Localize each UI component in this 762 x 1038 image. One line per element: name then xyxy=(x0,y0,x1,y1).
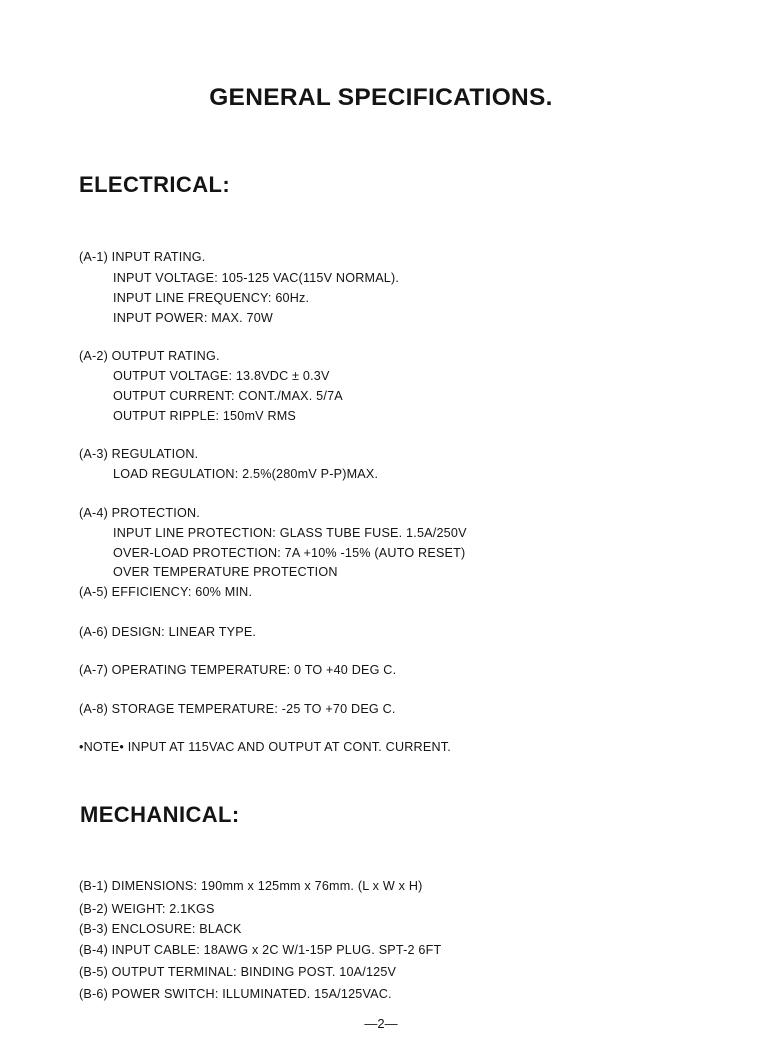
page-number: —2— xyxy=(364,1016,398,1031)
spec-note: •NOTE• INPUT AT 115VAC AND OUTPUT AT CONT. CURRENT. xyxy=(79,740,451,754)
spec-output-voltage: OUTPUT VOLTAGE: 13.8VDC ± 0.3V xyxy=(113,369,330,383)
spec-b5-output-terminal: (B-5) OUTPUT TERMINAL: BINDING POST. 10A/125V xyxy=(79,965,397,979)
spec-load-regulation: LOAD REGULATION: 2.5%(280mV P-P)MAX. xyxy=(113,467,379,481)
spec-b2-weight: (B-2) WEIGHT: 2.1KGS xyxy=(79,902,215,916)
page-title: GENERAL SPECIFICATIONS. xyxy=(209,84,553,111)
spec-a2-heading: (A-2) OUTPUT RATING. xyxy=(79,349,220,363)
spec-output-current: OUTPUT CURRENT: CONT./MAX. 5/7A xyxy=(113,389,343,403)
spec-input-power: INPUT POWER: MAX. 70W xyxy=(113,311,274,325)
spec-a6-design: (A-6) DESIGN: LINEAR TYPE. xyxy=(79,625,257,639)
spec-b3-enclosure: (B-3) ENCLOSURE: BLACK xyxy=(79,922,242,936)
spec-over-load-protection: OVER-LOAD PROTECTION: 7A +10% -15% (AUTO RESET) xyxy=(113,546,466,560)
spec-input-line-frequency: INPUT LINE FREQUENCY: 60Hz. xyxy=(113,291,310,305)
mechanical-heading: MECHANICAL: xyxy=(80,802,240,827)
spec-b6-power-switch: (B-6) POWER SWITCH: ILLUMINATED. 15A/125VAC. xyxy=(79,987,392,1001)
spec-over-temperature-protection: OVER TEMPERATURE PROTECTION xyxy=(113,565,338,579)
spec-a5-efficiency: (A-5) EFFICIENCY: 60% MIN. xyxy=(79,585,253,599)
spec-input-line-protection: INPUT LINE PROTECTION: GLASS TUBE FUSE. 1.5A/250V xyxy=(113,526,467,540)
spec-a8-storage-temperature: (A-8) STORAGE TEMPERATURE: -25 TO +70 DEG C. xyxy=(79,702,396,716)
spec-a4-heading: (A-4) PROTECTION. xyxy=(79,506,200,520)
spec-b1-dimensions: (B-1) DIMENSIONS: 190mm x 125mm x 76mm. (L x W x H) xyxy=(79,879,423,893)
electrical-heading: ELECTRICAL: xyxy=(79,172,231,197)
spec-b4-input-cable: (B-4) INPUT CABLE: 18AWG x 2C W/1-15P PLUG. SPT-2 6FT xyxy=(79,943,442,957)
spec-a3-heading: (A-3) REGULATION. xyxy=(79,447,199,461)
spec-a7-operating-temperature: (A-7) OPERATING TEMPERATURE: 0 TO +40 DEG C. xyxy=(79,663,397,677)
spec-output-ripple: OUTPUT RIPPLE: 150mV RMS xyxy=(113,409,297,423)
spec-a1-heading: (A-1) INPUT RATING. xyxy=(79,250,206,264)
spec-input-voltage: INPUT VOLTAGE: 105-125 VAC(115V NORMAL). xyxy=(113,271,400,285)
